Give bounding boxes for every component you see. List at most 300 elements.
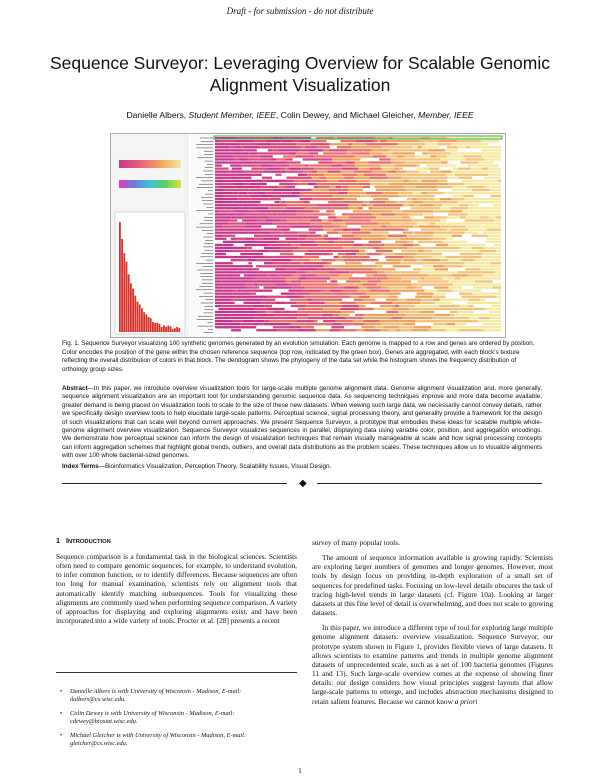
gene-block	[491, 195, 501, 197]
gene-block	[434, 232, 440, 234]
gene-block	[343, 247, 361, 249]
gene-block	[441, 250, 451, 252]
gene-block	[245, 213, 260, 215]
gene-block	[360, 189, 363, 191]
gene-block	[334, 152, 347, 154]
gene-block	[239, 204, 243, 206]
gene-block	[309, 155, 313, 157]
gene-block	[286, 280, 292, 282]
gene-block	[282, 174, 298, 176]
gene-block	[448, 280, 457, 282]
gene-block	[241, 164, 246, 166]
gene-block	[451, 152, 457, 154]
gene-block	[443, 241, 458, 243]
gene-block	[237, 238, 246, 240]
gene-block	[410, 253, 417, 255]
gene-block	[303, 201, 310, 203]
gene-block	[359, 256, 362, 258]
gene-block	[235, 259, 248, 261]
gene-block	[342, 219, 355, 221]
gene-block	[447, 155, 463, 157]
gene-block	[232, 247, 247, 249]
gene-block	[432, 296, 445, 298]
gene-block	[492, 186, 501, 188]
gene-block	[415, 296, 432, 298]
gene-block	[254, 277, 271, 279]
gene-block	[218, 204, 231, 206]
gene-block	[236, 164, 242, 166]
gene-block	[498, 171, 501, 173]
histogram-bar	[156, 323, 158, 332]
gene-block	[462, 256, 468, 258]
gene-block	[323, 152, 334, 154]
gene-block	[273, 314, 290, 316]
gene-block	[384, 244, 402, 246]
footnote-1	[60, 688, 292, 705]
gene-block	[330, 146, 337, 148]
gene-block	[470, 146, 483, 148]
gene-block	[340, 329, 347, 331]
gene-block	[257, 271, 264, 273]
gene-block	[310, 140, 326, 142]
footnote-text: Colin Dewey is with University of Wisconsin - Madison, E-mail: cdewey@biostat.wisc.edu.	[70, 710, 235, 726]
gene-block	[420, 302, 435, 304]
gene-block	[323, 168, 341, 170]
gene-block	[452, 290, 463, 292]
gene-block	[258, 241, 277, 243]
gene-block	[243, 204, 258, 206]
gene-block	[351, 293, 367, 295]
gene-block	[437, 186, 453, 188]
gene-block	[215, 302, 223, 304]
gene-block	[215, 308, 219, 310]
gene-block	[497, 317, 501, 319]
gene-block	[456, 164, 468, 166]
gene-block	[257, 222, 272, 224]
gene-block	[215, 253, 226, 255]
gene-block	[393, 152, 398, 154]
gene-block	[341, 311, 355, 313]
gene-block	[378, 302, 393, 304]
gene-block	[484, 158, 501, 160]
gene-block	[349, 277, 359, 279]
gene-block	[472, 293, 490, 295]
gene-block	[339, 274, 353, 276]
gene-block	[471, 247, 483, 249]
gene-block	[262, 180, 267, 182]
gene-block	[451, 250, 470, 252]
gene-block	[356, 259, 370, 261]
gene-block	[466, 225, 484, 227]
gene-block	[382, 225, 387, 227]
gene-block	[423, 207, 431, 209]
gene-block	[449, 286, 463, 288]
gene-block	[400, 238, 405, 240]
gene-block	[479, 183, 496, 185]
gene-block	[239, 283, 245, 285]
gene-block	[247, 192, 254, 194]
gene-block	[413, 146, 418, 148]
gene-block	[435, 314, 450, 316]
gene-block	[363, 201, 370, 203]
gene-block	[354, 268, 372, 270]
gene-block	[308, 207, 327, 209]
gene-block	[248, 158, 258, 160]
gene-block	[303, 290, 316, 292]
gene-block	[455, 174, 472, 176]
gene-block	[481, 201, 499, 203]
gene-block	[460, 216, 465, 218]
gene-block	[304, 241, 315, 243]
gene-block	[233, 250, 243, 252]
gene-block	[396, 171, 406, 173]
gene-block	[300, 244, 317, 246]
gene-block	[219, 186, 236, 188]
gene-block	[215, 201, 232, 203]
gene-block	[308, 171, 311, 173]
gene-block	[461, 277, 476, 279]
gene-block	[422, 286, 434, 288]
gene-block	[342, 256, 346, 258]
gene-block	[259, 286, 263, 288]
gene-block	[215, 225, 223, 227]
gene-block	[338, 232, 352, 234]
gene-block	[414, 256, 432, 258]
gene-block	[395, 305, 399, 307]
gene-block	[399, 326, 414, 328]
gene-block	[317, 286, 327, 288]
gene-block	[258, 311, 265, 313]
gene-block	[466, 155, 481, 157]
gene-block	[419, 250, 424, 252]
gene-block	[313, 262, 327, 264]
gene-block	[354, 213, 372, 215]
gene-block	[315, 180, 327, 182]
gene-block	[462, 210, 480, 212]
gene-block	[364, 225, 374, 227]
gene-block	[302, 280, 313, 282]
gene-block	[258, 192, 266, 194]
index-terms	[62, 463, 542, 471]
gene-block	[409, 180, 418, 182]
gene-block	[215, 320, 233, 322]
gene-block	[360, 195, 364, 197]
gene-block	[215, 256, 233, 258]
gene-block	[451, 317, 455, 319]
gene-block	[254, 161, 257, 163]
gene-block	[302, 219, 309, 221]
gene-block	[291, 323, 295, 325]
gene-block	[231, 189, 249, 191]
gene-block	[334, 210, 353, 212]
gene-block	[215, 247, 220, 249]
gene-block	[353, 232, 371, 234]
gene-block	[276, 152, 289, 154]
gene-block	[296, 326, 301, 328]
gene-block	[306, 305, 317, 307]
gene-block	[404, 229, 408, 231]
gene-block	[372, 171, 388, 173]
gene-block	[455, 317, 469, 319]
gene-block	[268, 317, 282, 319]
gene-block	[403, 296, 416, 298]
gene-block	[440, 219, 446, 221]
gene-block	[330, 290, 342, 292]
gene-block	[398, 296, 403, 298]
gene-block	[376, 216, 394, 218]
gene-block	[363, 204, 367, 206]
gene-block	[490, 152, 502, 154]
gene-block	[352, 152, 360, 154]
gene-block	[317, 268, 335, 270]
gene-block	[490, 293, 501, 295]
gene-block	[370, 311, 386, 313]
gene-block	[445, 296, 461, 298]
gene-block	[327, 219, 333, 221]
gene-block	[227, 326, 241, 328]
gene-block	[332, 222, 346, 224]
gene-block	[272, 177, 287, 179]
gene-block	[240, 314, 257, 316]
gene-block	[499, 140, 501, 142]
gene-block	[232, 293, 250, 295]
gene-block	[241, 241, 257, 243]
gene-block	[374, 225, 382, 227]
gene-block	[386, 274, 399, 276]
gene-block	[248, 262, 252, 264]
gene-block	[231, 317, 241, 319]
gene-block	[340, 225, 347, 227]
gene-block	[415, 155, 430, 157]
gene-block	[434, 204, 442, 206]
gene-block	[417, 314, 429, 316]
gene-block	[328, 216, 337, 218]
draft-header: Draft - for submission - do not distribute	[226, 6, 374, 16]
gene-block	[442, 204, 459, 206]
body-column-left	[56, 552, 297, 625]
gene-block	[228, 241, 242, 243]
gene-block	[390, 290, 400, 292]
gene-block	[282, 201, 285, 203]
gene-block	[381, 140, 387, 142]
gene-block	[333, 314, 340, 316]
gene-block	[296, 213, 312, 215]
gene-block	[375, 213, 381, 215]
gene-block	[236, 229, 251, 231]
gene-block	[498, 180, 501, 182]
gene-block	[363, 299, 375, 301]
gene-block	[420, 311, 434, 313]
gene-block	[342, 189, 349, 191]
gene-block	[338, 161, 346, 163]
gene-block	[398, 311, 416, 313]
gene-block	[236, 140, 242, 142]
gene-block	[445, 225, 457, 227]
gene-block	[458, 168, 471, 170]
gene-block	[496, 216, 501, 218]
gene-block	[306, 271, 312, 273]
gene-block	[403, 168, 417, 170]
gene-block	[346, 253, 356, 255]
gene-block	[266, 164, 273, 166]
histogram-bar	[167, 325, 169, 332]
gene-block	[402, 244, 413, 246]
gene-block	[500, 323, 501, 325]
gene-block	[451, 262, 464, 264]
author-2-3: , Colin Dewey, and Michael Gleicher,	[275, 110, 419, 120]
gene-block	[360, 229, 372, 231]
gene-block	[473, 198, 477, 200]
gene-block	[297, 210, 314, 212]
gene-block	[274, 195, 279, 197]
gene-block	[215, 271, 223, 273]
gene-block	[244, 274, 261, 276]
gene-block	[220, 317, 231, 319]
gene-block	[331, 164, 343, 166]
gene-block	[427, 241, 443, 243]
gene-block	[350, 296, 358, 298]
gene-block	[215, 219, 229, 221]
gene-block	[429, 198, 435, 200]
gene-block	[357, 198, 373, 200]
gene-block	[465, 232, 479, 234]
gene-block	[468, 274, 478, 276]
gene-block	[317, 244, 335, 246]
gene-block	[312, 250, 316, 252]
gene-block	[252, 229, 260, 231]
gene-block	[365, 216, 376, 218]
gene-block	[279, 201, 282, 203]
gene-block	[241, 271, 248, 273]
gene-block	[313, 229, 323, 231]
gene-block	[414, 216, 424, 218]
gene-block	[271, 244, 275, 246]
gene-block	[396, 329, 400, 331]
gene-block	[357, 290, 369, 292]
gene-block	[341, 323, 352, 325]
gene-block	[332, 158, 347, 160]
gene-block	[313, 155, 326, 157]
gene-block	[228, 323, 240, 325]
gene-block	[361, 326, 375, 328]
histogram-bar	[163, 325, 165, 332]
gene-block	[336, 302, 340, 304]
gene-block	[303, 216, 318, 218]
gene-block	[255, 323, 259, 325]
gene-block	[225, 277, 237, 279]
gene-block	[265, 174, 275, 176]
gene-block	[346, 180, 357, 182]
gene-block	[222, 164, 230, 166]
gene-block	[338, 238, 352, 240]
gene-block	[332, 262, 346, 264]
gene-block	[301, 168, 314, 170]
gene-block	[474, 311, 489, 313]
gene-block	[300, 198, 313, 200]
gene-block	[268, 207, 282, 209]
gene-block	[488, 326, 495, 328]
gene-block	[383, 265, 393, 267]
gene-block	[237, 198, 250, 200]
gene-block	[436, 229, 447, 231]
gene-block	[435, 271, 449, 273]
gene-block	[235, 311, 246, 313]
gene-block	[394, 168, 399, 170]
gene-block	[498, 174, 501, 176]
gene-block	[399, 168, 403, 170]
gene-block	[336, 155, 354, 157]
gene-block	[435, 225, 440, 227]
gene-block	[231, 210, 235, 212]
gene-block	[497, 143, 502, 145]
gene-block	[435, 222, 448, 224]
gene-block	[434, 311, 449, 313]
gene-block	[249, 207, 268, 209]
gene-block	[492, 286, 501, 288]
gene-block	[409, 204, 415, 206]
gene-block	[300, 262, 304, 264]
gene-block	[381, 280, 393, 282]
gene-block	[446, 329, 459, 331]
gene-block	[413, 201, 423, 203]
gene-block	[278, 286, 292, 288]
gene-block	[327, 290, 331, 292]
gene-block	[497, 225, 501, 227]
gene-block	[363, 320, 379, 322]
gene-block	[258, 204, 265, 206]
gene-block	[260, 195, 274, 197]
gene-block	[313, 192, 322, 194]
gene-block	[386, 174, 401, 176]
gene-block	[270, 274, 277, 276]
histogram-bar	[128, 274, 130, 332]
gene-block	[269, 216, 285, 218]
gene-block	[337, 280, 346, 282]
gene-block	[380, 320, 390, 322]
gene-block	[221, 293, 227, 295]
gene-block	[415, 305, 422, 307]
gene-block	[329, 329, 340, 331]
gene-block	[342, 207, 349, 209]
gene-block	[489, 265, 501, 267]
gene-block	[389, 149, 406, 151]
gene-block	[450, 326, 464, 328]
gene-block	[398, 299, 407, 301]
gene-block	[260, 329, 277, 331]
gene-block	[269, 320, 287, 322]
gene-block	[400, 207, 411, 209]
paragraph-text: In this paper, we introduce a different type of tool for exploring large multiple genome alignment datasets: overview visualization. Sequence Surveyor, our prototype system shown in Figure 1, provides flexible views of large datasets. It allows scientists to examine patterns and trends in multiple genome alignment datasets of unprecedented scale, such as a set of 100 bacteria genomes (Figures 11 and 13). Such large-scale overview comes at the expense of showing finer details: our design considers how visual principles suggest layouts that allow large-scale patterns to emerge, and includes abstraction mechanisms designed to retain salient features. Because we cannot know	[312, 623, 553, 706]
gene-block	[388, 235, 407, 237]
gene-block	[241, 146, 244, 148]
gene-block	[306, 265, 315, 267]
gene-block	[382, 143, 398, 145]
gene-block	[281, 323, 291, 325]
gene-block	[463, 195, 473, 197]
footnote-rule	[56, 672, 297, 673]
gene-block	[218, 314, 221, 316]
gene-block	[348, 329, 356, 331]
gene-block	[401, 293, 417, 295]
gene-block	[247, 296, 252, 298]
gene-block	[215, 155, 222, 157]
gene-block	[273, 235, 282, 237]
gene-block	[440, 146, 447, 148]
gene-block	[440, 198, 452, 200]
gene-block	[424, 216, 434, 218]
gene-block	[453, 302, 468, 304]
gene-block	[460, 320, 477, 322]
